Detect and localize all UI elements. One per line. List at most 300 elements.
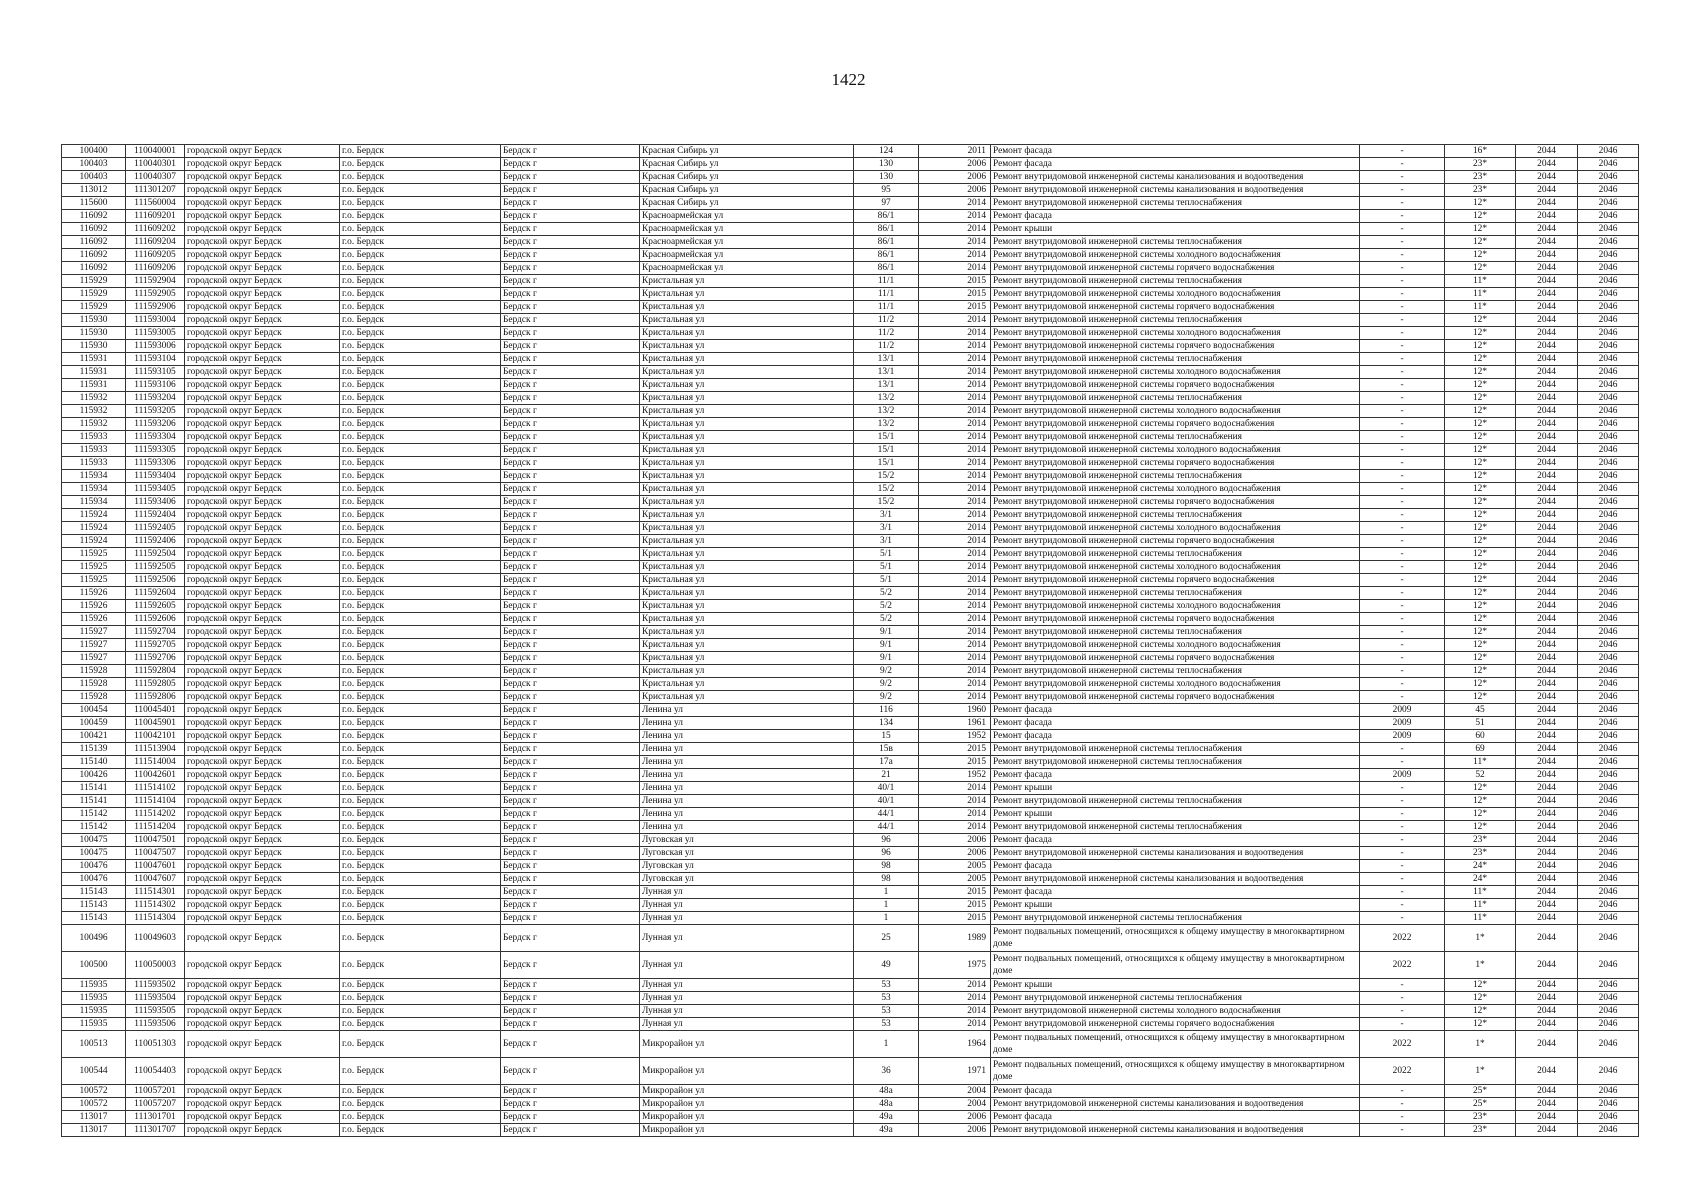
last-repair-year-cell: - <box>1360 522 1445 535</box>
plan-start-year-cell: 2044 <box>1516 327 1578 340</box>
municipal-district-cell: городской округ Бердск <box>185 145 340 158</box>
table-row <box>62 574 1639 587</box>
work-id-cell: 110047607 <box>126 873 185 886</box>
page-number: 1422 <box>831 70 866 89</box>
settlement-cell: Бердск г <box>501 925 640 952</box>
work-id-cell: 111593405 <box>126 483 185 496</box>
settlement-cell: Бердск г <box>501 873 640 886</box>
table-row <box>62 145 1639 158</box>
service-period-cell: 12* <box>1445 561 1516 574</box>
plan-end-year-cell: 2046 <box>1578 743 1639 756</box>
street-cell: Кристальная ул <box>640 314 854 327</box>
house-number-cell: 9/2 <box>854 691 919 704</box>
house-id-cell: 115140 <box>62 756 126 769</box>
municipal-unit-cell: г.о. Бердск <box>340 522 501 535</box>
municipal-district-cell: городской округ Бердск <box>185 769 340 782</box>
service-period-cell: 23* <box>1445 1124 1516 1137</box>
build-year-cell: 2005 <box>919 873 991 886</box>
plan-start-year-cell: 2044 <box>1516 1098 1578 1111</box>
table-row <box>62 392 1639 405</box>
table-row <box>62 992 1639 1005</box>
municipal-district-cell: городской округ Бердск <box>185 301 340 314</box>
municipal-district-cell: городской округ Бердск <box>185 405 340 418</box>
last-repair-year-cell: - <box>1360 691 1445 704</box>
plan-end-year-cell: 2046 <box>1578 314 1639 327</box>
table-row <box>62 522 1639 535</box>
house-id-cell: 115934 <box>62 496 126 509</box>
plan-start-year-cell: 2044 <box>1516 1111 1578 1124</box>
street-cell: Кристальная ул <box>640 509 854 522</box>
municipal-unit-cell: г.о. Бердск <box>340 418 501 431</box>
street-cell: Красная Сибирь ул <box>640 145 854 158</box>
plan-start-year-cell: 2044 <box>1516 756 1578 769</box>
municipal-unit-cell: г.о. Бердск <box>340 548 501 561</box>
build-year-cell: 2004 <box>919 1098 991 1111</box>
plan-end-year-cell: 2046 <box>1578 340 1639 353</box>
plan-end-year-cell: 2046 <box>1578 925 1639 952</box>
table-row <box>62 353 1639 366</box>
street-cell: Ленина ул <box>640 782 854 795</box>
settlement-cell: Бердск г <box>501 457 640 470</box>
table-row <box>62 340 1639 353</box>
last-repair-year-cell: - <box>1360 992 1445 1005</box>
house-id-cell: 115931 <box>62 353 126 366</box>
municipal-unit-cell: г.о. Бердск <box>340 392 501 405</box>
last-repair-year-cell: - <box>1360 457 1445 470</box>
municipal-district-cell: городской округ Бердск <box>185 847 340 860</box>
street-cell: Красная Сибирь ул <box>640 158 854 171</box>
table-row <box>62 756 1639 769</box>
house-id-cell: 100572 <box>62 1098 126 1111</box>
build-year-cell: 2014 <box>919 1005 991 1018</box>
table-row <box>62 171 1639 184</box>
plan-start-year-cell: 2044 <box>1516 886 1578 899</box>
last-repair-year-cell: - <box>1360 678 1445 691</box>
house-id-cell: 115924 <box>62 522 126 535</box>
house-id-cell: 115930 <box>62 314 126 327</box>
service-period-cell: 12* <box>1445 613 1516 626</box>
plan-start-year-cell: 2044 <box>1516 522 1578 535</box>
plan-end-year-cell: 2046 <box>1578 353 1639 366</box>
build-year-cell: 2005 <box>919 860 991 873</box>
house-number-cell: 49а <box>854 1124 919 1137</box>
house-number-cell: 130 <box>854 158 919 171</box>
service-period-cell: 25* <box>1445 1085 1516 1098</box>
house-id-cell: 115926 <box>62 600 126 613</box>
work-type-cell: Ремонт внутридомовой инженерной системы канализования и водоотведения <box>991 1124 1360 1137</box>
plan-end-year-cell: 2046 <box>1578 1018 1639 1031</box>
municipal-unit-cell: г.о. Бердск <box>340 795 501 808</box>
street-cell: Кристальная ул <box>640 288 854 301</box>
settlement-cell: Бердск г <box>501 795 640 808</box>
service-period-cell: 11* <box>1445 275 1516 288</box>
street-cell: Кристальная ул <box>640 444 854 457</box>
municipal-district-cell: городской округ Бердск <box>185 860 340 873</box>
work-id-cell: 111609202 <box>126 223 185 236</box>
municipal-district-cell: городской округ Бердск <box>185 979 340 992</box>
municipal-unit-cell: г.о. Бердск <box>340 847 501 860</box>
municipal-district-cell: городской округ Бердск <box>185 925 340 952</box>
street-cell: Микрорайон ул <box>640 1031 854 1058</box>
plan-start-year-cell: 2044 <box>1516 314 1578 327</box>
work-id-cell: 111592506 <box>126 574 185 587</box>
municipal-district-cell: городской округ Бердск <box>185 262 340 275</box>
service-period-cell: 12* <box>1445 652 1516 665</box>
work-type-cell: Ремонт внутридомовой инженерной системы теплоснабжения <box>991 431 1360 444</box>
plan-start-year-cell: 2044 <box>1516 288 1578 301</box>
street-cell: Ленина ул <box>640 704 854 717</box>
plan-start-year-cell: 2044 <box>1516 704 1578 717</box>
work-id-cell: 110040307 <box>126 171 185 184</box>
service-period-cell: 12* <box>1445 197 1516 210</box>
last-repair-year-cell: - <box>1360 899 1445 912</box>
municipal-district-cell: городской округ Бердск <box>185 587 340 600</box>
house-number-cell: 86/1 <box>854 210 919 223</box>
work-type-cell: Ремонт фасада <box>991 886 1360 899</box>
house-number-cell: 11/2 <box>854 314 919 327</box>
last-repair-year-cell: - <box>1360 236 1445 249</box>
table-row <box>62 327 1639 340</box>
service-period-cell: 12* <box>1445 470 1516 483</box>
municipal-district-cell: городской округ Бердск <box>185 574 340 587</box>
street-cell: Луговская ул <box>640 860 854 873</box>
house-id-cell: 115928 <box>62 665 126 678</box>
build-year-cell: 2014 <box>919 535 991 548</box>
house-number-cell: 13/1 <box>854 366 919 379</box>
work-type-cell: Ремонт фасада <box>991 1111 1360 1124</box>
work-type-cell: Ремонт внутридомовой инженерной системы теплоснабжения <box>991 743 1360 756</box>
service-period-cell: 12* <box>1445 223 1516 236</box>
work-id-cell: 111609205 <box>126 249 185 262</box>
build-year-cell: 2011 <box>919 145 991 158</box>
plan-start-year-cell: 2044 <box>1516 509 1578 522</box>
settlement-cell: Бердск г <box>501 704 640 717</box>
table-row <box>62 158 1639 171</box>
plan-start-year-cell: 2044 <box>1516 782 1578 795</box>
work-id-cell: 111593004 <box>126 314 185 327</box>
build-year-cell: 2015 <box>919 912 991 925</box>
house-id-cell: 115930 <box>62 327 126 340</box>
plan-start-year-cell: 2044 <box>1516 496 1578 509</box>
municipal-district-cell: городской округ Бердск <box>185 236 340 249</box>
street-cell: Лунная ул <box>640 1005 854 1018</box>
plan-start-year-cell: 2044 <box>1516 171 1578 184</box>
work-type-cell: Ремонт внутридомовой инженерной системы горячего водоснабжения <box>991 691 1360 704</box>
municipal-unit-cell: г.о. Бердск <box>340 808 501 821</box>
table-row <box>62 1031 1639 1058</box>
house-number-cell: 9/1 <box>854 626 919 639</box>
table-row <box>62 639 1639 652</box>
work-type-cell: Ремонт крыши <box>991 223 1360 236</box>
settlement-cell: Бердск г <box>501 821 640 834</box>
service-period-cell: 12* <box>1445 548 1516 561</box>
settlement-cell: Бердск г <box>501 992 640 1005</box>
settlement-cell: Бердск г <box>501 288 640 301</box>
table-row <box>62 483 1639 496</box>
house-number-cell: 124 <box>854 145 919 158</box>
municipal-district-cell: городской округ Бердск <box>185 509 340 522</box>
build-year-cell: 2014 <box>919 392 991 405</box>
work-type-cell: Ремонт внутридомовой инженерной системы теплоснабжения <box>991 587 1360 600</box>
settlement-cell: Бердск г <box>501 1098 640 1111</box>
last-repair-year-cell: - <box>1360 431 1445 444</box>
house-id-cell: 115930 <box>62 340 126 353</box>
municipal-unit-cell: г.о. Бердск <box>340 210 501 223</box>
build-year-cell: 2014 <box>919 795 991 808</box>
municipal-unit-cell: г.о. Бердск <box>340 574 501 587</box>
work-id-cell: 110040301 <box>126 158 185 171</box>
service-period-cell: 25* <box>1445 1098 1516 1111</box>
house-id-cell: 100426 <box>62 769 126 782</box>
work-type-cell: Ремонт внутридомовой инженерной системы теплоснабжения <box>991 392 1360 405</box>
service-period-cell: 12* <box>1445 262 1516 275</box>
work-type-cell: Ремонт внутридомовой инженерной системы холодного водоснабжения <box>991 600 1360 613</box>
plan-start-year-cell: 2044 <box>1516 1085 1578 1098</box>
table-row <box>62 496 1639 509</box>
work-type-cell: Ремонт внутридомовой инженерной системы теплоснабжения <box>991 912 1360 925</box>
street-cell: Лунная ул <box>640 886 854 899</box>
service-period-cell: 12* <box>1445 483 1516 496</box>
municipal-district-cell: городской округ Бердск <box>185 873 340 886</box>
plan-end-year-cell: 2046 <box>1578 249 1639 262</box>
municipal-district-cell: городской округ Бердск <box>185 1018 340 1031</box>
municipal-unit-cell: г.о. Бердск <box>340 1005 501 1018</box>
house-number-cell: 13/2 <box>854 405 919 418</box>
house-id-cell: 115924 <box>62 535 126 548</box>
house-number-cell: 1 <box>854 899 919 912</box>
work-id-cell: 111593306 <box>126 457 185 470</box>
municipal-unit-cell: г.о. Бердск <box>340 470 501 483</box>
last-repair-year-cell: - <box>1360 873 1445 886</box>
service-period-cell: 11* <box>1445 886 1516 899</box>
table-row <box>62 665 1639 678</box>
work-id-cell: 111609201 <box>126 210 185 223</box>
last-repair-year-cell: - <box>1360 340 1445 353</box>
service-period-cell: 23* <box>1445 158 1516 171</box>
last-repair-year-cell: - <box>1360 1005 1445 1018</box>
municipal-unit-cell: г.о. Бердск <box>340 1018 501 1031</box>
work-type-cell: Ремонт фасада <box>991 145 1360 158</box>
settlement-cell: Бердск г <box>501 496 640 509</box>
municipal-unit-cell: г.о. Бердск <box>340 639 501 652</box>
settlement-cell: Бердск г <box>501 548 640 561</box>
plan-end-year-cell: 2046 <box>1578 184 1639 197</box>
last-repair-year-cell: 2009 <box>1360 769 1445 782</box>
plan-end-year-cell: 2046 <box>1578 418 1639 431</box>
house-number-cell: 36 <box>854 1058 919 1085</box>
build-year-cell: 2014 <box>919 587 991 600</box>
plan-start-year-cell: 2044 <box>1516 821 1578 834</box>
house-id-cell: 116092 <box>62 210 126 223</box>
street-cell: Кристальная ул <box>640 665 854 678</box>
house-id-cell: 115142 <box>62 821 126 834</box>
plan-end-year-cell: 2046 <box>1578 769 1639 782</box>
build-year-cell: 2014 <box>919 821 991 834</box>
service-period-cell: 12* <box>1445 366 1516 379</box>
municipal-district-cell: городской округ Бердск <box>185 392 340 405</box>
house-number-cell: 86/1 <box>854 223 919 236</box>
plan-start-year-cell: 2044 <box>1516 275 1578 288</box>
house-number-cell: 44/1 <box>854 808 919 821</box>
table-row <box>62 587 1639 600</box>
last-repair-year-cell: - <box>1360 392 1445 405</box>
plan-start-year-cell: 2044 <box>1516 418 1578 431</box>
house-id-cell: 115924 <box>62 509 126 522</box>
plan-end-year-cell: 2046 <box>1578 717 1639 730</box>
work-id-cell: 110047507 <box>126 847 185 860</box>
municipal-unit-cell: г.о. Бердск <box>340 171 501 184</box>
house-number-cell: 15 <box>854 730 919 743</box>
plan-end-year-cell: 2046 <box>1578 795 1639 808</box>
work-id-cell: 111592604 <box>126 587 185 600</box>
house-number-cell: 96 <box>854 847 919 860</box>
work-type-cell: Ремонт внутридомовой инженерной системы теплоснабжения <box>991 992 1360 1005</box>
municipal-unit-cell: г.о. Бердск <box>340 992 501 1005</box>
service-period-cell: 11* <box>1445 288 1516 301</box>
street-cell: Красная Сибирь ул <box>640 171 854 184</box>
house-number-cell: 15/2 <box>854 470 919 483</box>
work-type-cell: Ремонт внутридомовой инженерной системы холодного водоснабжения <box>991 288 1360 301</box>
plan-end-year-cell: 2046 <box>1578 652 1639 665</box>
settlement-cell: Бердск г <box>501 353 640 366</box>
build-year-cell: 2014 <box>919 979 991 992</box>
last-repair-year-cell: - <box>1360 509 1445 522</box>
table-row <box>62 1098 1639 1111</box>
build-year-cell: 2014 <box>919 197 991 210</box>
municipal-unit-cell: г.о. Бердск <box>340 327 501 340</box>
street-cell: Кристальная ул <box>640 548 854 561</box>
settlement-cell: Бердск г <box>501 587 640 600</box>
plan-start-year-cell: 2044 <box>1516 249 1578 262</box>
municipal-unit-cell: г.о. Бердск <box>340 405 501 418</box>
street-cell: Кристальная ул <box>640 652 854 665</box>
work-type-cell: Ремонт крыши <box>991 979 1360 992</box>
service-period-cell: 12* <box>1445 379 1516 392</box>
house-number-cell: 49а <box>854 1111 919 1124</box>
work-id-cell: 111609206 <box>126 262 185 275</box>
work-id-cell: 111593504 <box>126 992 185 1005</box>
table-row <box>62 834 1639 847</box>
settlement-cell: Бердск г <box>501 470 640 483</box>
work-id-cell: 111593005 <box>126 327 185 340</box>
service-period-cell: 12* <box>1445 496 1516 509</box>
work-type-cell: Ремонт внутридомовой инженерной системы горячего водоснабжения <box>991 613 1360 626</box>
service-period-cell: 23* <box>1445 847 1516 860</box>
house-number-cell: 13/2 <box>854 392 919 405</box>
plan-start-year-cell: 2044 <box>1516 574 1578 587</box>
municipal-unit-cell: г.о. Бердск <box>340 561 501 574</box>
plan-start-year-cell: 2044 <box>1516 405 1578 418</box>
municipal-unit-cell: г.о. Бердск <box>340 444 501 457</box>
table-row <box>62 600 1639 613</box>
work-type-cell: Ремонт внутридомовой инженерной системы теплоснабжения <box>991 626 1360 639</box>
work-type-cell: Ремонт подвальных помещений, относящихся к общему имуществу в многоквартирном доме <box>991 1058 1360 1085</box>
service-period-cell: 12* <box>1445 210 1516 223</box>
work-type-cell: Ремонт внутридомовой инженерной системы горячего водоснабжения <box>991 652 1360 665</box>
settlement-cell: Бердск г <box>501 717 640 730</box>
work-id-cell: 111593406 <box>126 496 185 509</box>
plan-end-year-cell: 2046 <box>1578 171 1639 184</box>
table-row <box>62 782 1639 795</box>
municipal-unit-cell: г.о. Бердск <box>340 353 501 366</box>
municipal-district-cell: городской округ Бердск <box>185 756 340 769</box>
service-period-cell: 12* <box>1445 431 1516 444</box>
work-id-cell: 111592606 <box>126 613 185 626</box>
street-cell: Красноармейская ул <box>640 249 854 262</box>
house-id-cell: 115928 <box>62 678 126 691</box>
work-type-cell: Ремонт внутридомовой инженерной системы теплоснабжения <box>991 236 1360 249</box>
plan-start-year-cell: 2044 <box>1516 613 1578 626</box>
table-row <box>62 1005 1639 1018</box>
build-year-cell: 1989 <box>919 925 991 952</box>
last-repair-year-cell: - <box>1360 979 1445 992</box>
service-period-cell: 12* <box>1445 457 1516 470</box>
street-cell: Лунная ул <box>640 925 854 952</box>
table-row <box>62 925 1639 952</box>
house-id-cell: 115926 <box>62 587 126 600</box>
municipal-unit-cell: г.о. Бердск <box>340 1085 501 1098</box>
build-year-cell: 2014 <box>919 613 991 626</box>
table-row <box>62 418 1639 431</box>
service-period-cell: 12* <box>1445 979 1516 992</box>
plan-start-year-cell: 2044 <box>1516 600 1578 613</box>
house-number-cell: 15/1 <box>854 444 919 457</box>
service-period-cell: 11* <box>1445 899 1516 912</box>
street-cell: Кристальная ул <box>640 600 854 613</box>
plan-start-year-cell: 2044 <box>1516 483 1578 496</box>
house-number-cell: 40/1 <box>854 782 919 795</box>
service-period-cell: 12* <box>1445 665 1516 678</box>
settlement-cell: Бердск г <box>501 847 640 860</box>
settlement-cell: Бердск г <box>501 834 640 847</box>
settlement-cell: Бердск г <box>501 1124 640 1137</box>
house-number-cell: 13/2 <box>854 418 919 431</box>
plan-start-year-cell: 2044 <box>1516 678 1578 691</box>
build-year-cell: 2015 <box>919 886 991 899</box>
settlement-cell: Бердск г <box>501 327 640 340</box>
house-id-cell: 115931 <box>62 379 126 392</box>
plan-end-year-cell: 2046 <box>1578 613 1639 626</box>
last-repair-year-cell: - <box>1360 275 1445 288</box>
plan-end-year-cell: 2046 <box>1578 782 1639 795</box>
work-type-cell: Ремонт внутридомовой инженерной системы горячего водоснабжения <box>991 301 1360 314</box>
house-id-cell: 116092 <box>62 236 126 249</box>
plan-end-year-cell: 2046 <box>1578 1111 1639 1124</box>
work-type-cell: Ремонт внутридомовой инженерной системы канализования и водоотведения <box>991 184 1360 197</box>
work-type-cell: Ремонт внутридомовой инженерной системы холодного водоснабжения <box>991 522 1360 535</box>
municipal-district-cell: городской округ Бердск <box>185 652 340 665</box>
house-id-cell: 115929 <box>62 275 126 288</box>
municipal-district-cell: городской округ Бердск <box>185 314 340 327</box>
work-id-cell: 110047501 <box>126 834 185 847</box>
work-type-cell: Ремонт подвальных помещений, относящихся к общему имуществу в многоквартирном доме <box>991 952 1360 979</box>
street-cell: Кристальная ул <box>640 626 854 639</box>
plan-end-year-cell: 2046 <box>1578 912 1639 925</box>
house-number-cell: 86/1 <box>854 236 919 249</box>
house-number-cell: 44/1 <box>854 821 919 834</box>
house-number-cell: 1 <box>854 1031 919 1058</box>
plan-start-year-cell: 2044 <box>1516 561 1578 574</box>
build-year-cell: 1975 <box>919 952 991 979</box>
house-number-cell: 5/1 <box>854 574 919 587</box>
last-repair-year-cell: - <box>1360 1098 1445 1111</box>
work-type-cell: Ремонт внутридомовой инженерной системы горячего водоснабжения <box>991 457 1360 470</box>
plan-end-year-cell: 2046 <box>1578 992 1639 1005</box>
municipal-unit-cell: г.о. Бердск <box>340 691 501 704</box>
build-year-cell: 2006 <box>919 184 991 197</box>
house-number-cell: 3/1 <box>854 509 919 522</box>
work-id-cell: 110045401 <box>126 704 185 717</box>
